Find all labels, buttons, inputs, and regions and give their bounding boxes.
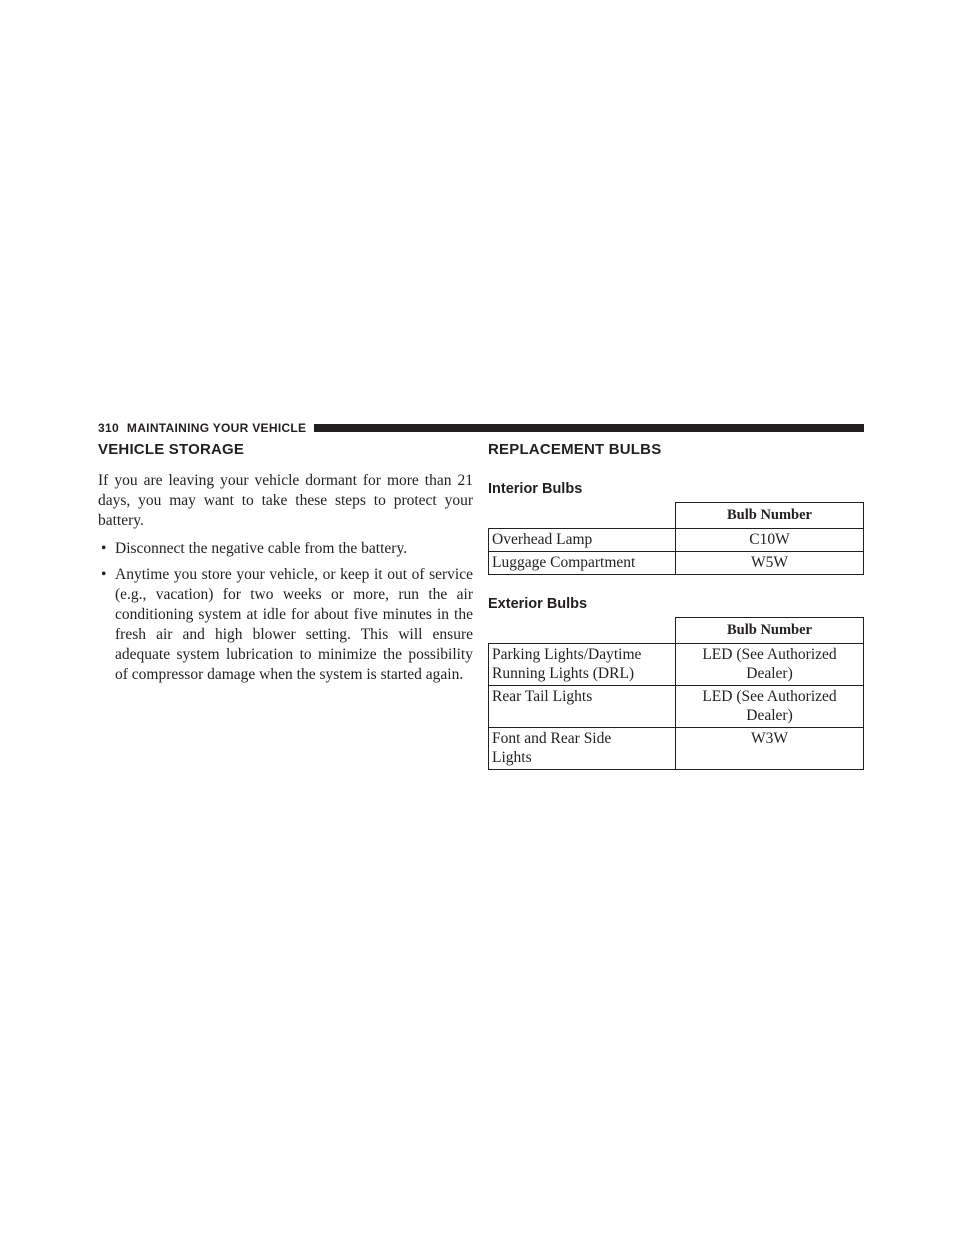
bullet-icon: • bbox=[101, 566, 107, 583]
bullet-text: Disconnect the negative cable from the battery. bbox=[115, 540, 408, 557]
bulb-location-line: Running Lights (DRL) bbox=[492, 665, 635, 682]
replacement-bulbs-heading: REPLACEMENT BULBS bbox=[488, 441, 662, 458]
table-header-row bbox=[489, 618, 864, 644]
exterior-bulbs-table bbox=[488, 617, 864, 770]
page-header bbox=[98, 420, 864, 436]
bulb-location bbox=[489, 686, 676, 728]
bulb-location bbox=[489, 644, 676, 686]
interior-bulbs-table bbox=[488, 502, 864, 575]
list-item bbox=[98, 539, 473, 559]
bulb-location-line: Lights bbox=[492, 749, 532, 766]
bulb-number: C10W bbox=[676, 529, 864, 552]
exterior-bulbs-heading: Exterior Bulbs bbox=[488, 596, 588, 612]
table-row bbox=[489, 552, 864, 575]
table-row bbox=[489, 644, 864, 686]
table-header-row bbox=[489, 503, 864, 529]
vehicle-storage-section bbox=[98, 441, 473, 691]
vehicle-storage-intro: If you are leaving your vehicle dormant for more than 21 days, you may want to take these steps to protect your battery. bbox=[98, 472, 473, 529]
table-column-header: Bulb Number bbox=[676, 503, 864, 529]
vehicle-storage-bullets bbox=[98, 539, 473, 685]
bulb-number-line: LED (See Authorized bbox=[702, 688, 837, 705]
bullet-icon: • bbox=[101, 540, 107, 557]
bulb-location: Luggage Compartment bbox=[489, 552, 676, 575]
bulb-number bbox=[676, 728, 864, 770]
bullet-text: Anytime you store your vehicle, or keep it out of service (e.g., vacation) for two weeks or more, run the air conditioning system at idle for about five minutes in the fresh air and high blower setting. This will ensure adequate system lubrication to minimize the possibility of compressor damage when the system is started again. bbox=[115, 566, 473, 683]
header-rule bbox=[314, 424, 864, 432]
bulb-location-line: Rear Tail Lights bbox=[492, 688, 593, 705]
table-row bbox=[489, 728, 864, 770]
bulb-number bbox=[676, 644, 864, 686]
table-header-empty bbox=[489, 618, 676, 644]
table-row bbox=[489, 529, 864, 552]
page-number: 310 bbox=[98, 421, 119, 435]
bulb-number-line: Dealer) bbox=[746, 707, 793, 724]
table-header-empty bbox=[489, 503, 676, 529]
bulb-number-line: W3W bbox=[750, 730, 788, 747]
replacement-bulbs-section bbox=[488, 441, 864, 770]
bulb-number-line: Dealer) bbox=[746, 665, 793, 682]
bulb-location bbox=[489, 728, 676, 770]
table-row bbox=[489, 686, 864, 728]
bulb-number: W5W bbox=[676, 552, 864, 575]
interior-bulbs-heading: Interior Bulbs bbox=[488, 481, 583, 497]
bulb-location-line: Font and Rear Side bbox=[492, 730, 612, 747]
bulb-number-line: LED (See Authorized bbox=[702, 646, 837, 663]
section-title: MAINTAINING YOUR VEHICLE bbox=[126, 421, 307, 435]
bulb-number bbox=[676, 686, 864, 728]
bulb-location: Overhead Lamp bbox=[489, 529, 676, 552]
table-column-header: Bulb Number bbox=[676, 618, 864, 644]
vehicle-storage-heading: VEHICLE STORAGE bbox=[98, 441, 245, 458]
list-item bbox=[98, 565, 473, 685]
bulb-location-line: Parking Lights/Daytime bbox=[492, 646, 642, 663]
